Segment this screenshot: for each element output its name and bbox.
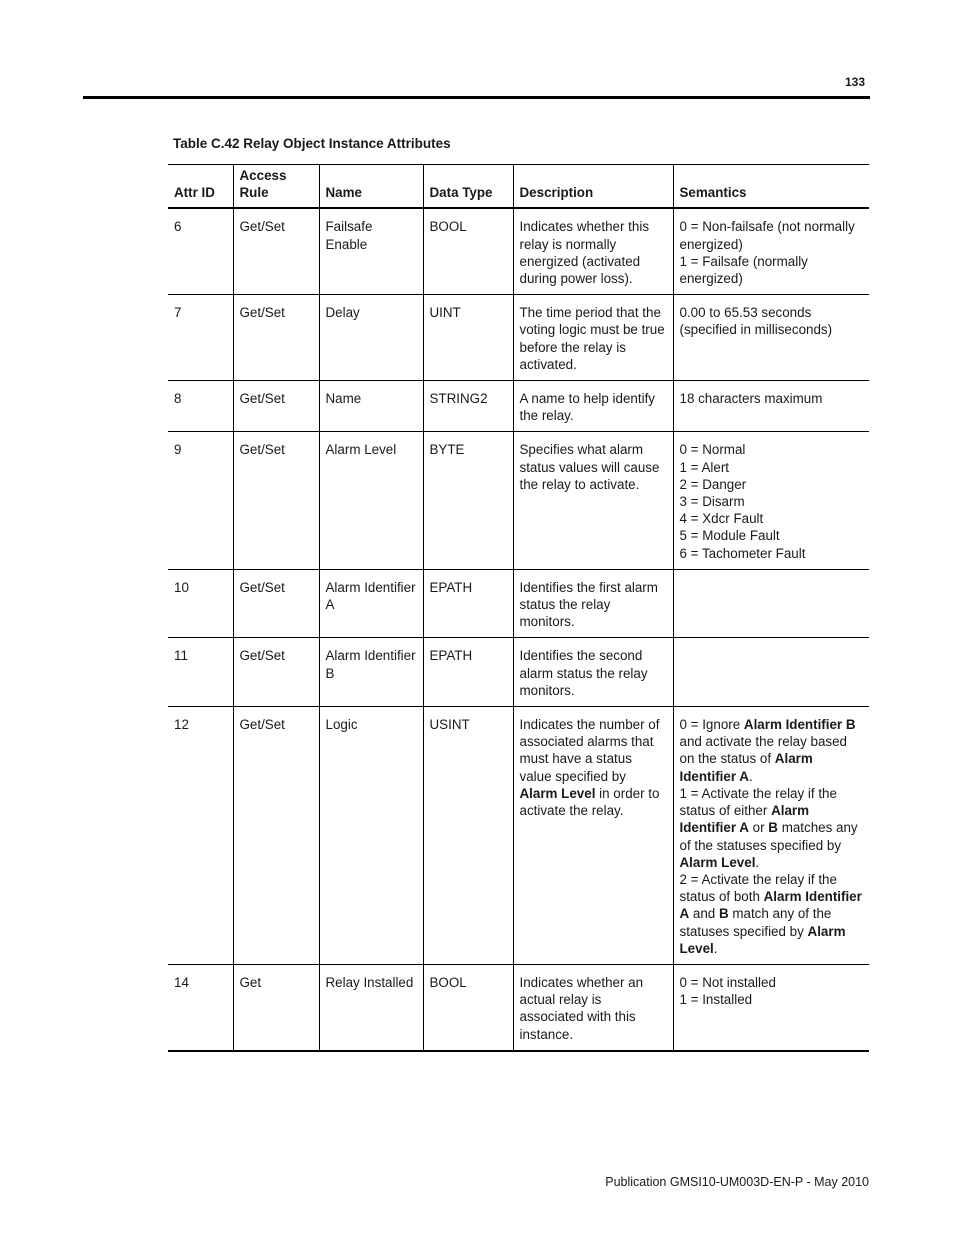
cell-access-rule: Get/Set <box>233 707 319 965</box>
semantics-line <box>680 991 864 1008</box>
semantics-line <box>680 871 864 957</box>
semantics-line <box>680 459 864 476</box>
semantics-text: 18 characters maximum <box>679 391 823 407</box>
cell-semantics <box>673 638 869 707</box>
semantics-text: 0 = Normal <box>679 442 746 458</box>
semantics-text: and activate the relay based on the status of <box>679 734 847 767</box>
cell-name: Name <box>319 381 423 432</box>
cell-description <box>513 569 673 638</box>
semantics-text: matches any of the statuses specified by <box>679 820 858 853</box>
semantics-text: 2 = Activate the relay if the status of both <box>679 871 837 905</box>
publication-footer: Publication GMSI10-UM003D-EN-P - May 2010 <box>605 1175 869 1189</box>
bold-term: Alarm Level <box>679 923 846 956</box>
table-row <box>168 964 869 1050</box>
semantics-text: 5 = Module Fault <box>679 528 780 544</box>
cell-name: Delay <box>319 295 423 381</box>
cell-attr-id: 6 <box>168 208 233 294</box>
description-text: Indicates the number of associated alarms that must have a status value specified by <box>519 717 660 784</box>
header-attr-id: Attr ID <box>168 165 233 209</box>
table-row <box>168 295 869 381</box>
cell-data-type: STRING2 <box>423 381 513 432</box>
semantics-text: 4 = Xdcr Fault <box>679 511 764 527</box>
cell-description <box>513 707 673 965</box>
relay-attributes-table-container <box>168 164 869 1052</box>
header-data-type: Data Type <box>423 165 513 209</box>
semantics-line <box>680 716 864 785</box>
cell-semantics <box>673 381 869 432</box>
header-description: Description <box>513 165 673 209</box>
cell-access-rule: Get/Set <box>233 295 319 381</box>
bold-term: Alarm Level <box>519 785 596 801</box>
cell-name: Alarm Identifier B <box>319 638 423 707</box>
bold-term: B <box>718 906 729 922</box>
table-row <box>168 432 869 569</box>
cell-description <box>513 964 673 1050</box>
cell-semantics <box>673 569 869 638</box>
description-text: Identifies the second alarm status the relay monitors. <box>519 648 648 698</box>
table-row <box>168 381 869 432</box>
cell-attr-id: 7 <box>168 295 233 381</box>
header-access-rule: Access Rule <box>233 165 319 209</box>
semantics-text: 0.00 to 65.53 seconds (specified in milliseconds) <box>679 305 833 338</box>
cell-access-rule: Get/Set <box>233 432 319 569</box>
cell-description <box>513 638 673 707</box>
cell-access-rule: Get <box>233 964 319 1050</box>
table-caption: Table C.42 Relay Object Instance Attributes <box>173 136 451 151</box>
bold-term: Alarm Level <box>679 854 756 870</box>
cell-attr-id: 12 <box>168 707 233 965</box>
semantics-text: 3 = Disarm <box>679 494 745 510</box>
semantics-text: . <box>755 854 760 870</box>
semantics-line <box>680 390 864 407</box>
cell-name: Logic <box>319 707 423 965</box>
semantics-text: 1 = Failsafe (normally energized) <box>679 253 808 287</box>
semantics-text: or <box>748 820 769 836</box>
cell-data-type: BOOL <box>423 964 513 1050</box>
header-name: Name <box>319 165 423 209</box>
cell-attr-id: 9 <box>168 432 233 569</box>
semantics-line <box>680 441 864 458</box>
cell-attr-id: 14 <box>168 964 233 1050</box>
semantics-text: . <box>713 940 718 956</box>
cell-semantics <box>673 295 869 381</box>
table-row <box>168 569 869 638</box>
cell-access-rule: Get/Set <box>233 381 319 432</box>
cell-name: Alarm Identifier A <box>319 569 423 638</box>
description-text: The time period that the voting logic must be true before the relay is activated. <box>519 305 665 372</box>
semantics-line <box>680 493 864 510</box>
semantics-text: 1 = Activate the relay if the status of either <box>679 785 837 819</box>
cell-semantics <box>673 432 869 569</box>
header-semantics: Semantics <box>673 165 869 209</box>
cell-data-type: UINT <box>423 295 513 381</box>
header-rule <box>83 96 870 99</box>
cell-description <box>513 381 673 432</box>
description-text: A name to help identify the relay. <box>519 391 655 424</box>
table-row <box>168 707 869 965</box>
table-body <box>168 208 869 1050</box>
description-text: Indicates whether an actual relay is associated with this instance. <box>519 974 644 1042</box>
description-text: Identifies the first alarm status the relay monitors. <box>519 579 658 630</box>
cell-data-type: USINT <box>423 707 513 965</box>
semantics-text: 2 = Danger <box>679 476 747 492</box>
semantics-line <box>680 545 864 562</box>
semantics-text: 0 = Not installed <box>679 974 776 990</box>
semantics-line <box>680 510 864 527</box>
semantics-text: 6 = Tachometer Fault <box>679 545 806 561</box>
semantics-line <box>680 785 864 871</box>
description-text: Specifies what alarm status values will cause the relay to activate. <box>519 442 660 492</box>
semantics-text: 0 = Non-failsafe (not normally energized) <box>679 219 855 252</box>
semantics-line <box>680 527 864 544</box>
cell-semantics <box>673 208 869 294</box>
bold-term: Alarm Identifier A <box>679 803 810 836</box>
cell-access-rule: Get/Set <box>233 638 319 707</box>
semantics-text: 0 = Ignore <box>679 717 744 733</box>
page-number: 133 <box>845 75 866 89</box>
table-row <box>168 208 869 294</box>
cell-semantics <box>673 707 869 965</box>
cell-description <box>513 208 673 294</box>
semantics-text: and <box>689 906 719 922</box>
description-text: in order to activate the relay. <box>519 785 660 819</box>
semantics-text: match any of the statuses specified by <box>679 906 832 939</box>
semantics-line <box>680 253 864 287</box>
bold-term: Alarm Identifier B <box>743 717 856 733</box>
bold-term: B <box>768 820 778 836</box>
bold-term: Alarm Identifier A <box>679 751 813 784</box>
cell-name: Failsafe Enable <box>319 208 423 294</box>
cell-attr-id: 8 <box>168 381 233 432</box>
description-text: Indicates whether this relay is normally energized (activated during power loss). <box>519 219 650 287</box>
cell-attr-id: 10 <box>168 569 233 638</box>
cell-access-rule: Get/Set <box>233 569 319 638</box>
table-header-row <box>168 165 869 209</box>
semantics-text: 1 = Alert <box>679 459 730 475</box>
cell-attr-id: 11 <box>168 638 233 707</box>
cell-data-type: BOOL <box>423 208 513 294</box>
cell-semantics <box>673 964 869 1050</box>
semantics-line <box>680 476 864 493</box>
semantics-text: . <box>748 768 753 784</box>
cell-description <box>513 432 673 569</box>
semantics-text: 1 = Installed <box>679 992 753 1008</box>
semantics-line <box>680 304 864 338</box>
semantics-line <box>680 974 864 991</box>
cell-data-type: EPATH <box>423 569 513 638</box>
cell-access-rule: Get/Set <box>233 208 319 294</box>
semantics-line <box>680 218 864 252</box>
cell-name: Alarm Level <box>319 432 423 569</box>
cell-data-type: BYTE <box>423 432 513 569</box>
relay-attributes-table <box>168 164 869 1052</box>
table-row <box>168 638 869 707</box>
bold-term: Alarm Identifier A <box>679 889 862 922</box>
cell-name: Relay Installed <box>319 964 423 1050</box>
cell-data-type: EPATH <box>423 638 513 707</box>
cell-description <box>513 295 673 381</box>
